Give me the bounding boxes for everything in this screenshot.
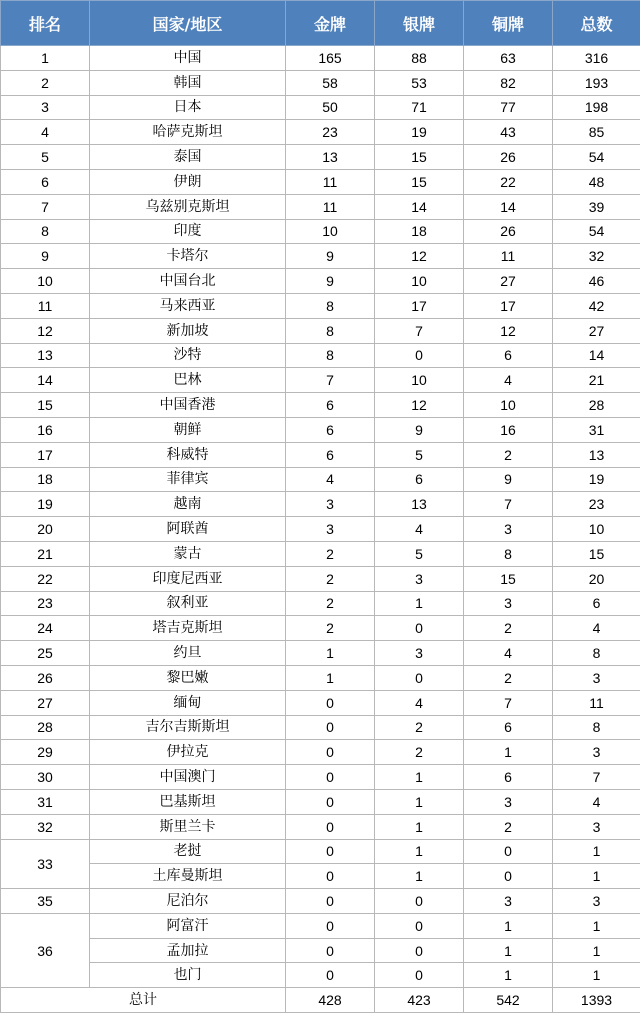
total-cell: 3 (553, 740, 640, 765)
bronze-cell: 27 (464, 269, 553, 294)
silver-cell: 53 (375, 70, 464, 95)
bronze-cell: 6 (464, 715, 553, 740)
bronze-cell: 2 (464, 665, 553, 690)
gold-cell: 2 (286, 541, 375, 566)
rank-cell: 8 (1, 219, 90, 244)
table-row (1, 616, 640, 641)
bronze-cell: 0 (464, 864, 553, 889)
table-row (1, 938, 640, 963)
country-cell: 印度 (90, 219, 286, 244)
bronze-cell: 26 (464, 219, 553, 244)
header-country: 国家/地区 (90, 1, 286, 46)
country-cell: 韩国 (90, 70, 286, 95)
country-cell: 伊朗 (90, 169, 286, 194)
totals-total: 1393 (553, 988, 640, 1013)
bronze-cell: 3 (464, 889, 553, 914)
total-cell: 8 (553, 641, 640, 666)
country-cell: 科威特 (90, 442, 286, 467)
gold-cell: 3 (286, 492, 375, 517)
gold-cell: 0 (286, 938, 375, 963)
country-cell: 约旦 (90, 641, 286, 666)
totals-label: 总计 (1, 988, 286, 1013)
bronze-cell: 1 (464, 913, 553, 938)
total-cell: 46 (553, 269, 640, 294)
country-cell: 沙特 (90, 343, 286, 368)
country-cell: 阿联酋 (90, 517, 286, 542)
rank-cell: 21 (1, 541, 90, 566)
silver-cell: 4 (375, 690, 464, 715)
silver-cell: 0 (375, 889, 464, 914)
silver-cell: 18 (375, 219, 464, 244)
country-cell: 印度尼西亚 (90, 566, 286, 591)
gold-cell: 6 (286, 442, 375, 467)
bronze-cell: 1 (464, 963, 553, 988)
bronze-cell: 17 (464, 293, 553, 318)
total-cell: 1 (553, 938, 640, 963)
gold-cell: 0 (286, 963, 375, 988)
table-row (1, 95, 640, 120)
gold-cell: 11 (286, 194, 375, 219)
table-row (1, 467, 640, 492)
silver-cell: 1 (375, 864, 464, 889)
bronze-cell: 11 (464, 244, 553, 269)
rank-cell: 31 (1, 789, 90, 814)
bronze-cell: 77 (464, 95, 553, 120)
total-cell: 4 (553, 789, 640, 814)
header-rank: 排名 (1, 1, 90, 46)
gold-cell: 6 (286, 393, 375, 418)
country-cell: 伊拉克 (90, 740, 286, 765)
table-row (1, 715, 640, 740)
bronze-cell: 43 (464, 120, 553, 145)
bronze-cell: 2 (464, 616, 553, 641)
rank-cell: 15 (1, 393, 90, 418)
bronze-cell: 1 (464, 938, 553, 963)
bronze-cell: 3 (464, 591, 553, 616)
total-cell: 193 (553, 70, 640, 95)
country-cell: 吉尔吉斯斯坦 (90, 715, 286, 740)
silver-cell: 15 (375, 145, 464, 170)
gold-cell: 0 (286, 789, 375, 814)
total-cell: 316 (553, 46, 640, 71)
silver-cell: 1 (375, 814, 464, 839)
country-cell: 日本 (90, 95, 286, 120)
country-cell: 新加坡 (90, 318, 286, 343)
silver-cell: 17 (375, 293, 464, 318)
silver-cell: 0 (375, 343, 464, 368)
bronze-cell: 14 (464, 194, 553, 219)
table-row (1, 46, 640, 71)
total-cell: 1 (553, 963, 640, 988)
rank-cell: 6 (1, 169, 90, 194)
gold-cell: 8 (286, 343, 375, 368)
table-row (1, 417, 640, 442)
table-row (1, 690, 640, 715)
rank-cell: 36 (1, 913, 90, 987)
total-cell: 11 (553, 690, 640, 715)
silver-cell: 7 (375, 318, 464, 343)
table-row (1, 70, 640, 95)
gold-cell: 7 (286, 368, 375, 393)
silver-cell: 19 (375, 120, 464, 145)
table-row (1, 343, 640, 368)
silver-cell: 4 (375, 517, 464, 542)
bronze-cell: 0 (464, 839, 553, 864)
bronze-cell: 82 (464, 70, 553, 95)
rank-cell: 20 (1, 517, 90, 542)
silver-cell: 14 (375, 194, 464, 219)
country-cell: 泰国 (90, 145, 286, 170)
rank-cell: 25 (1, 641, 90, 666)
bronze-cell: 2 (464, 814, 553, 839)
table-row (1, 194, 640, 219)
header-bronze: 铜牌 (464, 1, 553, 46)
gold-cell: 23 (286, 120, 375, 145)
gold-cell: 2 (286, 566, 375, 591)
table-row (1, 492, 640, 517)
country-cell: 中国台北 (90, 269, 286, 294)
table-body (1, 46, 640, 988)
gold-cell: 2 (286, 591, 375, 616)
gold-cell: 1 (286, 665, 375, 690)
bronze-cell: 9 (464, 467, 553, 492)
table-row (1, 839, 640, 864)
gold-cell: 9 (286, 244, 375, 269)
rank-cell: 4 (1, 120, 90, 145)
bronze-cell: 7 (464, 690, 553, 715)
table-row (1, 814, 640, 839)
table-row (1, 368, 640, 393)
table-row (1, 765, 640, 790)
country-cell: 塔吉克斯坦 (90, 616, 286, 641)
bronze-cell: 4 (464, 641, 553, 666)
header-gold: 金牌 (286, 1, 375, 46)
silver-cell: 3 (375, 641, 464, 666)
gold-cell: 0 (286, 765, 375, 790)
rank-cell: 24 (1, 616, 90, 641)
gold-cell: 3 (286, 517, 375, 542)
total-cell: 39 (553, 194, 640, 219)
bronze-cell: 10 (464, 393, 553, 418)
total-cell: 1 (553, 864, 640, 889)
silver-cell: 88 (375, 46, 464, 71)
country-cell: 老挝 (90, 839, 286, 864)
gold-cell: 6 (286, 417, 375, 442)
silver-cell: 9 (375, 417, 464, 442)
country-cell: 卡塔尔 (90, 244, 286, 269)
bronze-cell: 8 (464, 541, 553, 566)
country-cell: 菲律宾 (90, 467, 286, 492)
silver-cell: 0 (375, 913, 464, 938)
silver-cell: 6 (375, 467, 464, 492)
table-row (1, 591, 640, 616)
country-cell: 叙利亚 (90, 591, 286, 616)
table-row (1, 641, 640, 666)
gold-cell: 8 (286, 293, 375, 318)
table-row (1, 566, 640, 591)
total-cell: 31 (553, 417, 640, 442)
country-cell: 乌兹别克斯坦 (90, 194, 286, 219)
gold-cell: 10 (286, 219, 375, 244)
total-cell: 3 (553, 665, 640, 690)
rank-cell: 2 (1, 70, 90, 95)
rank-cell: 30 (1, 765, 90, 790)
total-cell: 8 (553, 715, 640, 740)
rank-cell: 18 (1, 467, 90, 492)
rank-cell: 33 (1, 839, 90, 889)
total-cell: 27 (553, 318, 640, 343)
rank-cell: 7 (1, 194, 90, 219)
silver-cell: 2 (375, 715, 464, 740)
rank-cell: 27 (1, 690, 90, 715)
total-cell: 21 (553, 368, 640, 393)
country-cell: 阿富汗 (90, 913, 286, 938)
total-cell: 1 (553, 913, 640, 938)
bronze-cell: 3 (464, 517, 553, 542)
silver-cell: 1 (375, 591, 464, 616)
total-cell: 3 (553, 814, 640, 839)
total-cell: 32 (553, 244, 640, 269)
total-cell: 54 (553, 145, 640, 170)
totals-bronze: 542 (464, 988, 553, 1013)
total-cell: 14 (553, 343, 640, 368)
rank-cell: 17 (1, 442, 90, 467)
silver-cell: 1 (375, 789, 464, 814)
country-cell: 斯里兰卡 (90, 814, 286, 839)
rank-cell: 29 (1, 740, 90, 765)
gold-cell: 13 (286, 145, 375, 170)
bronze-cell: 2 (464, 442, 553, 467)
table-row (1, 789, 640, 814)
table-row (1, 393, 640, 418)
country-cell: 马来西亚 (90, 293, 286, 318)
rank-cell: 22 (1, 566, 90, 591)
bronze-cell: 16 (464, 417, 553, 442)
silver-cell: 10 (375, 269, 464, 294)
gold-cell: 165 (286, 46, 375, 71)
country-cell: 哈萨克斯坦 (90, 120, 286, 145)
country-cell: 中国 (90, 46, 286, 71)
rank-cell: 11 (1, 293, 90, 318)
table-row (1, 145, 640, 170)
bronze-cell: 6 (464, 343, 553, 368)
silver-cell: 0 (375, 963, 464, 988)
total-cell: 198 (553, 95, 640, 120)
table-row (1, 219, 640, 244)
bronze-cell: 63 (464, 46, 553, 71)
table-row (1, 541, 640, 566)
gold-cell: 11 (286, 169, 375, 194)
total-cell: 10 (553, 517, 640, 542)
header-row (1, 1, 640, 46)
country-cell: 中国澳门 (90, 765, 286, 790)
total-cell: 85 (553, 120, 640, 145)
country-cell: 巴林 (90, 368, 286, 393)
gold-cell: 50 (286, 95, 375, 120)
country-cell: 土库曼斯坦 (90, 864, 286, 889)
silver-cell: 71 (375, 95, 464, 120)
rank-cell: 9 (1, 244, 90, 269)
rank-cell: 14 (1, 368, 90, 393)
total-cell: 54 (553, 219, 640, 244)
gold-cell: 0 (286, 690, 375, 715)
gold-cell: 2 (286, 616, 375, 641)
gold-cell: 9 (286, 269, 375, 294)
country-cell: 蒙古 (90, 541, 286, 566)
table-row (1, 517, 640, 542)
silver-cell: 0 (375, 616, 464, 641)
total-cell: 42 (553, 293, 640, 318)
header-silver: 银牌 (375, 1, 464, 46)
total-cell: 28 (553, 393, 640, 418)
rank-cell: 19 (1, 492, 90, 517)
rank-cell: 10 (1, 269, 90, 294)
country-cell: 尼泊尔 (90, 889, 286, 914)
table-row (1, 864, 640, 889)
total-cell: 1 (553, 839, 640, 864)
totals-row (1, 988, 640, 1013)
rank-cell: 5 (1, 145, 90, 170)
country-cell: 孟加拉 (90, 938, 286, 963)
bronze-cell: 4 (464, 368, 553, 393)
table-row (1, 269, 640, 294)
total-cell: 6 (553, 591, 640, 616)
country-cell: 越南 (90, 492, 286, 517)
rank-cell: 16 (1, 417, 90, 442)
rank-cell: 32 (1, 814, 90, 839)
total-cell: 48 (553, 169, 640, 194)
table-row (1, 244, 640, 269)
gold-cell: 4 (286, 467, 375, 492)
table-row (1, 120, 640, 145)
gold-cell: 0 (286, 814, 375, 839)
gold-cell: 0 (286, 839, 375, 864)
total-cell: 4 (553, 616, 640, 641)
rank-cell: 35 (1, 889, 90, 914)
silver-cell: 13 (375, 492, 464, 517)
total-cell: 23 (553, 492, 640, 517)
country-cell: 朝鲜 (90, 417, 286, 442)
silver-cell: 12 (375, 244, 464, 269)
table-row (1, 740, 640, 765)
gold-cell: 0 (286, 740, 375, 765)
rank-cell: 23 (1, 591, 90, 616)
total-cell: 3 (553, 889, 640, 914)
silver-cell: 5 (375, 442, 464, 467)
country-cell: 缅甸 (90, 690, 286, 715)
silver-cell: 3 (375, 566, 464, 591)
gold-cell: 0 (286, 889, 375, 914)
bronze-cell: 22 (464, 169, 553, 194)
rank-cell: 3 (1, 95, 90, 120)
bronze-cell: 3 (464, 789, 553, 814)
gold-cell: 8 (286, 318, 375, 343)
gold-cell: 0 (286, 913, 375, 938)
total-cell: 15 (553, 541, 640, 566)
gold-cell: 58 (286, 70, 375, 95)
bronze-cell: 6 (464, 765, 553, 790)
bronze-cell: 12 (464, 318, 553, 343)
table-row (1, 913, 640, 938)
rank-cell: 26 (1, 665, 90, 690)
silver-cell: 1 (375, 839, 464, 864)
rank-cell: 28 (1, 715, 90, 740)
silver-cell: 0 (375, 938, 464, 963)
gold-cell: 1 (286, 641, 375, 666)
total-cell: 7 (553, 765, 640, 790)
totals-silver: 423 (375, 988, 464, 1013)
bronze-cell: 7 (464, 492, 553, 517)
table-row (1, 442, 640, 467)
silver-cell: 10 (375, 368, 464, 393)
silver-cell: 1 (375, 765, 464, 790)
bronze-cell: 1 (464, 740, 553, 765)
country-cell: 巴基斯坦 (90, 789, 286, 814)
totals-gold: 428 (286, 988, 375, 1013)
rank-cell: 1 (1, 46, 90, 71)
gold-cell: 0 (286, 864, 375, 889)
table-row (1, 318, 640, 343)
silver-cell: 12 (375, 393, 464, 418)
total-cell: 20 (553, 566, 640, 591)
rank-cell: 13 (1, 343, 90, 368)
country-cell: 也门 (90, 963, 286, 988)
bronze-cell: 15 (464, 566, 553, 591)
table-row (1, 293, 640, 318)
silver-cell: 0 (375, 665, 464, 690)
silver-cell: 5 (375, 541, 464, 566)
rank-cell: 12 (1, 318, 90, 343)
table-row (1, 665, 640, 690)
bronze-cell: 26 (464, 145, 553, 170)
country-cell: 黎巴嫩 (90, 665, 286, 690)
table-row (1, 169, 640, 194)
gold-cell: 0 (286, 715, 375, 740)
total-cell: 19 (553, 467, 640, 492)
country-cell: 中国香港 (90, 393, 286, 418)
silver-cell: 2 (375, 740, 464, 765)
table-row (1, 889, 640, 914)
silver-cell: 15 (375, 169, 464, 194)
table-row (1, 963, 640, 988)
header-total: 总数 (553, 1, 640, 46)
total-cell: 13 (553, 442, 640, 467)
